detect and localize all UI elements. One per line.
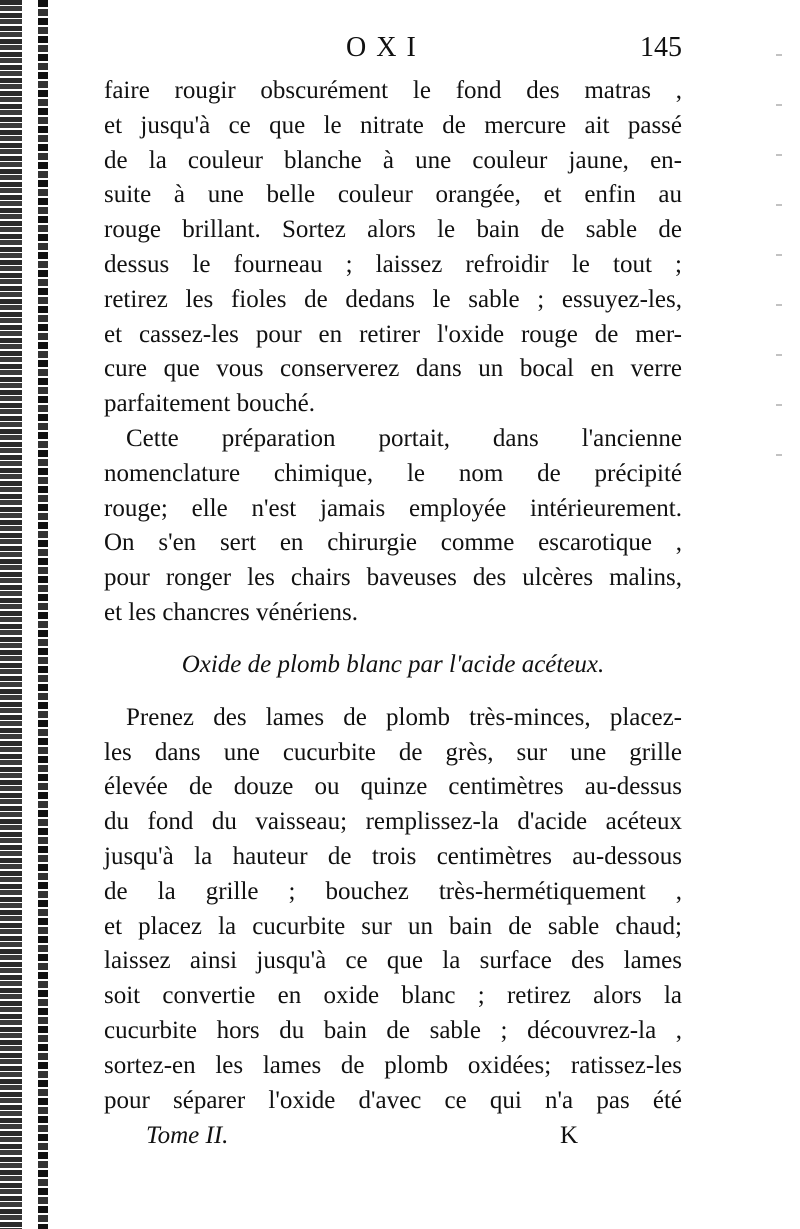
volume-signature: Tome II.	[146, 1122, 229, 1150]
text-line: parfaitement bouché.	[104, 390, 316, 418]
section-heading: Oxide de plomb blanc par l'acide acéteux.	[181, 650, 605, 678]
text-line: pour ronger les chairs baveuses des ulcères malins,	[104, 564, 682, 592]
text-line: de la couleur blanche à une couleur jaune, en-	[104, 146, 682, 174]
signature-mark: K	[560, 1122, 579, 1150]
running-head	[104, 30, 682, 74]
running-head-title: OXI	[346, 32, 426, 63]
text-line: soit convertie en oxide blanc ; retirez alors la	[104, 982, 682, 1010]
paragraph-3	[104, 701, 682, 1119]
text-line: Cette préparation portait, dans l'ancienne	[126, 424, 682, 452]
text-line: retirez les fioles de dedans le sable ; essuyez-les,	[104, 285, 682, 313]
text-line: rouge brillant. Sortez alors le bain de sable de	[104, 216, 682, 244]
text-line: du fond du vaisseau; remplissez-la d'acide acéteux	[104, 808, 682, 836]
text-line: laissez ainsi jusqu'à ce que la surface des lames	[104, 947, 682, 975]
text-line: sortez-en les lames de plomb oxidées; ratissez-les	[104, 1051, 682, 1079]
text-line: cure que vous conserverez dans un bocal en verre	[104, 355, 682, 383]
text-line: et cassez-les pour en retirer l'oxide rouge de mer-	[104, 320, 682, 348]
text-line: et les chancres vénériens.	[104, 598, 359, 626]
text-line: les dans une cucurbite de grès, sur une grille	[104, 738, 682, 766]
paragraph-1	[104, 74, 682, 422]
text-line: pour séparer l'oxide d'avec ce qui n'a pas été	[104, 1086, 682, 1114]
book-page	[104, 30, 682, 1158]
text-line: On s'en sert en chirurgie comme escarotique ,	[104, 529, 682, 557]
paragraph-2	[104, 422, 682, 631]
text-line: et placez la cucurbite sur un bain de sable chaud;	[104, 912, 682, 940]
book-binding-edge	[0, 0, 22, 1229]
text-line: Prenez des lames de plomb très-minces, placez-	[126, 703, 682, 731]
text-line: faire rougir obscurément le fond des matras ,	[104, 77, 682, 104]
margin-artifact	[776, 30, 782, 470]
text-line: suite à une belle couleur orangée, et enfin au	[104, 181, 682, 209]
book-gutter-shadow	[38, 0, 48, 1229]
text-line: nomenclature chimique, le nom de précipité	[104, 459, 682, 487]
text-line: et jusqu'à ce que le nitrate de mercure ait passé	[104, 111, 682, 139]
text-line: élevée de douze ou quinze centimètres au-dessus	[104, 773, 682, 801]
page-number: 145	[640, 32, 682, 63]
page-footer	[104, 1122, 682, 1158]
text-line: cucurbite hors du bain de sable ; découvrez-la ,	[104, 1016, 682, 1044]
text-line: jusqu'à la hauteur de trois centimètres au-dessous	[104, 842, 682, 870]
text-line: de la grille ; bouchez très-hermétiquement ,	[104, 877, 682, 905]
text-line: dessus le fourneau ; laissez refroidir le tout ;	[104, 250, 682, 278]
text-line: rouge; elle n'est jamais employée intérieurement.	[104, 494, 682, 522]
